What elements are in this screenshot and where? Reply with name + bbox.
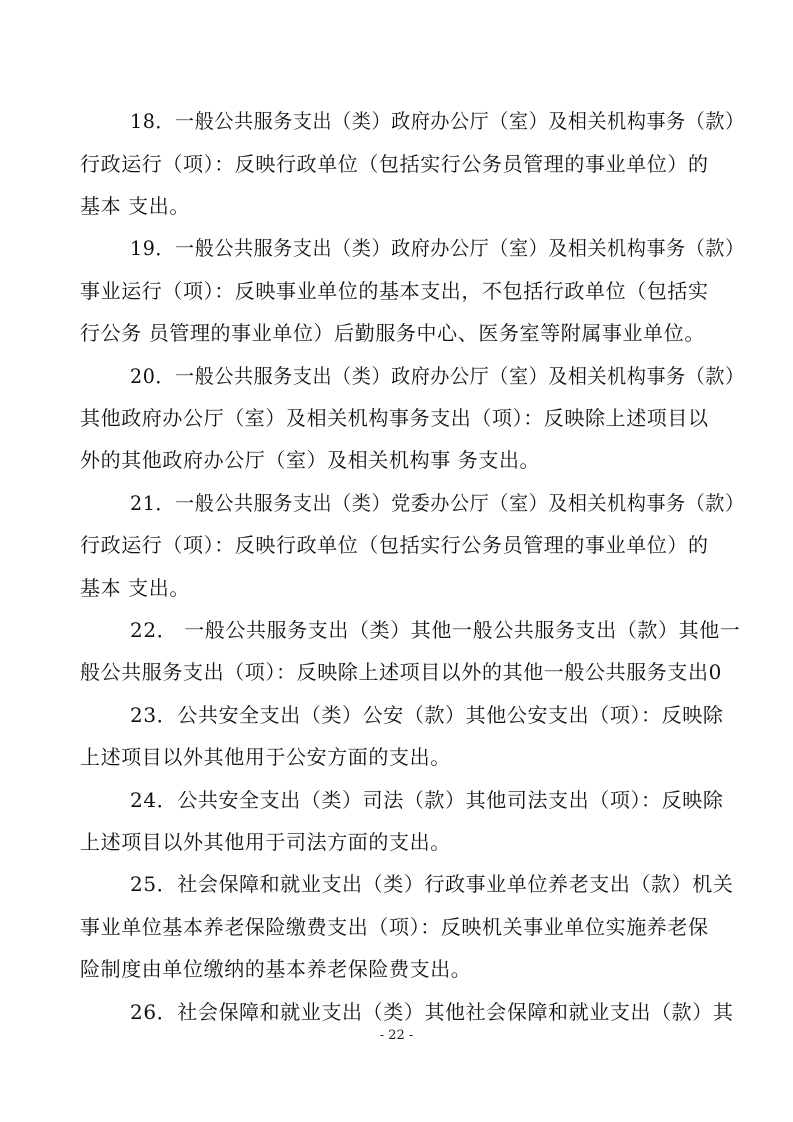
paragraph-26-line-1: 26．社会保障和就业支出（类）其他社会保障和就业支出（款）其 — [130, 1000, 734, 1024]
paragraph-21-line-1: 21．一般公共服务支出（类）党委办公厅（室）及相关机构事务（款） — [130, 491, 745, 515]
paragraph-20-line-2: 其他政府办公厅（室）及相关机构事务支出（项）：反映除上述项目以 — [80, 406, 709, 430]
page-number: - 22 - — [379, 1028, 414, 1043]
paragraph-23-line-2: 上述项目以外其他用于公安方面的支出。 — [80, 745, 451, 769]
paragraph-18-line-3: 基本 支出。 — [80, 194, 190, 218]
paragraph-23-line-1: 23．公共安全支出（类）公安（款）其他公安支出（项）：反映除 — [130, 703, 724, 727]
paragraph-22-line-1: 22． 一般公共服务支出（类）其他一般公共服务支出（款）其他一 — [130, 618, 741, 642]
paragraph-21-line-2: 行政运行（项）：反映行政单位（包括实行公务员管理的事业单位）的 — [80, 533, 709, 557]
paragraph-22-line-2: 般公共服务支出（项）：反映除上述项目以外的其他一般公共服务支出0 — [80, 660, 722, 684]
paragraph-24-line-2: 上述项目以外其他用于司法方面的支出。 — [80, 830, 451, 854]
paragraph-19-line-1: 19．一般公共服务支出（类）政府办公厅（室）及相关机构事务（款） — [130, 236, 745, 260]
paragraph-25-line-1: 25．社会保障和就业支出（类）行政事业单位养老支出（款）机关 — [130, 872, 734, 896]
paragraph-20-line-3: 外的其他政府办公厅（室）及相关机构事 务支出。 — [80, 448, 541, 472]
paragraph-24-line-1: 24．公共安全支出（类）司法（款）其他司法支出（项）：反映除 — [130, 788, 724, 812]
paragraph-25-line-3: 险制度由单位缴纳的基本养老保险费支出。 — [80, 957, 472, 981]
paragraph-19-line-2: 事业运行（项）：反映事业单位的基本支出，不包括行政单位（包括实 — [80, 279, 709, 303]
paragraph-25-line-2: 事业单位基本养老保险缴费支出（项）：反映机关事业单位实施养老保 — [80, 915, 709, 939]
paragraph-18-line-1: 18．一般公共服务支出（类）政府办公厅（室）及相关机构事务（款） — [130, 109, 745, 133]
paragraph-21-line-3: 基本 支出。 — [80, 576, 190, 600]
paragraph-19-line-3: 行公务 员管理的事业单位）后勤服务中心、医务室等附属事业单位。 — [80, 321, 705, 345]
paragraph-20-line-1: 20．一般公共服务支出（类）政府办公厅（室）及相关机构事务（款） — [130, 364, 745, 388]
paragraph-18-line-2: 行政运行（项）：反映行政单位（包括实行公务员管理的事业单位）的 — [80, 152, 709, 176]
